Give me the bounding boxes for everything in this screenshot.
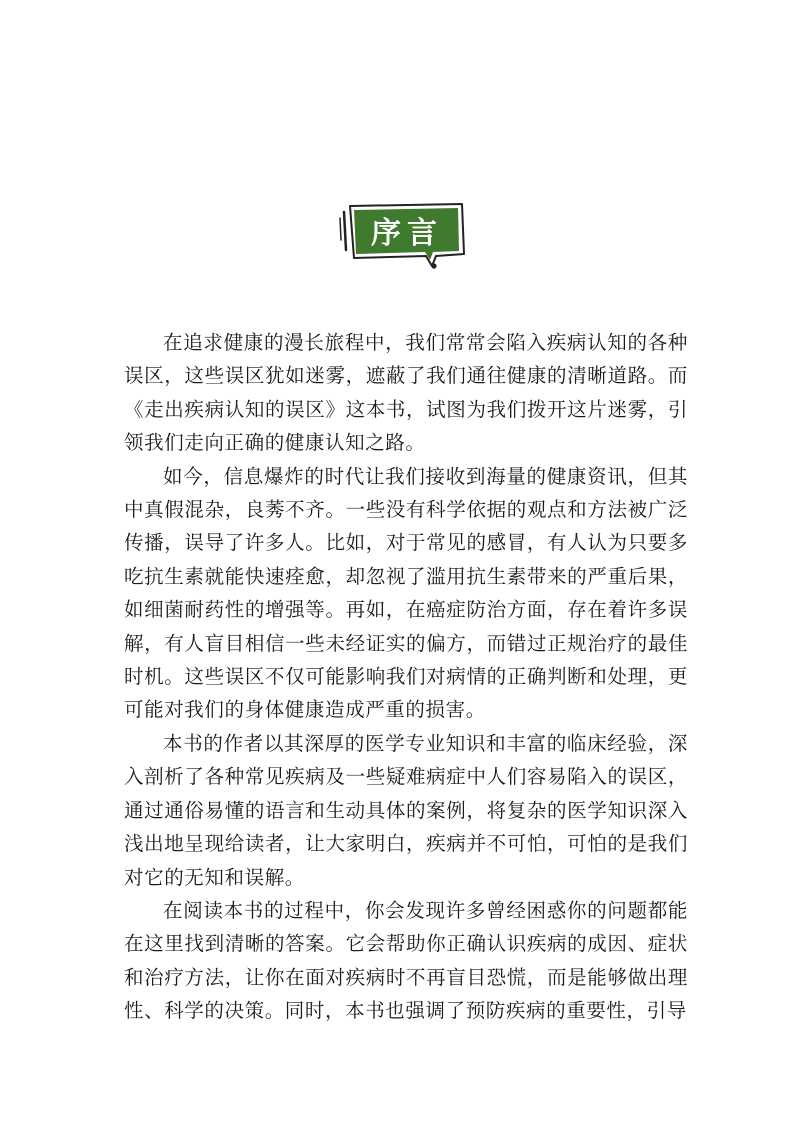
page-title: 序言 — [371, 216, 443, 251]
preface-body — [124, 326, 688, 1028]
paragraph: 如今，信息爆炸的时代让我们接收到海量的健康资讯，但其中真假混杂，良莠不齐。一些没有科学依据的观点和方法被广泛传播，误导了许多人。比如，对于常见的感冒，有人认为只要多吃抗生素就能快速痊愈，却忽视了滥用抗生素带来的严重后果，如细菌耐药性的增强等。再如，在癌症防治方面，存在着许多误解，有人盲目相信一些未经证实的偏方，而错过正规治疗的最佳时机。这些误区不仅可能影响我们对病情的正确判断和处理，更可能对我们的身体健康造成严重的损害。 — [124, 464, 688, 722]
paragraph: 在阅读本书的过程中，你会发现许多曾经困惑你的问题都能在这里找到清晰的答案。它会帮助你正确认识疾病的成因、症状和治疗方法，让你在面对疾病时不再盲目恐慌，而是能够做出理性、科学的决策。同时，本书也强调了预防疾病的重要性，引导 — [124, 898, 688, 1023]
title-badge — [336, 196, 470, 272]
paragraph: 本书的作者以其深厚的医学专业知识和丰富的临床经验，深入剖析了各种常见疾病及一些疑难病症中人们容易陷入的误区，通过通俗易懂的语言和生动具体的案例，将复杂的医学知识深入浅出地呈现给读者，让大家明白，疾病并不可怕，可怕的是我们对它的无知和误解。 — [124, 731, 688, 889]
paragraph: 在追求健康的漫长旅程中，我们常常会陷入疾病认知的各种误区，这些误区犹如迷雾，遮蔽了我们通往健康的清晰道路。而《走出疾病认知的误区》这本书，试图为我们拨开这片迷雾，引领我们走向正确的健康认知之路。 — [124, 331, 688, 455]
